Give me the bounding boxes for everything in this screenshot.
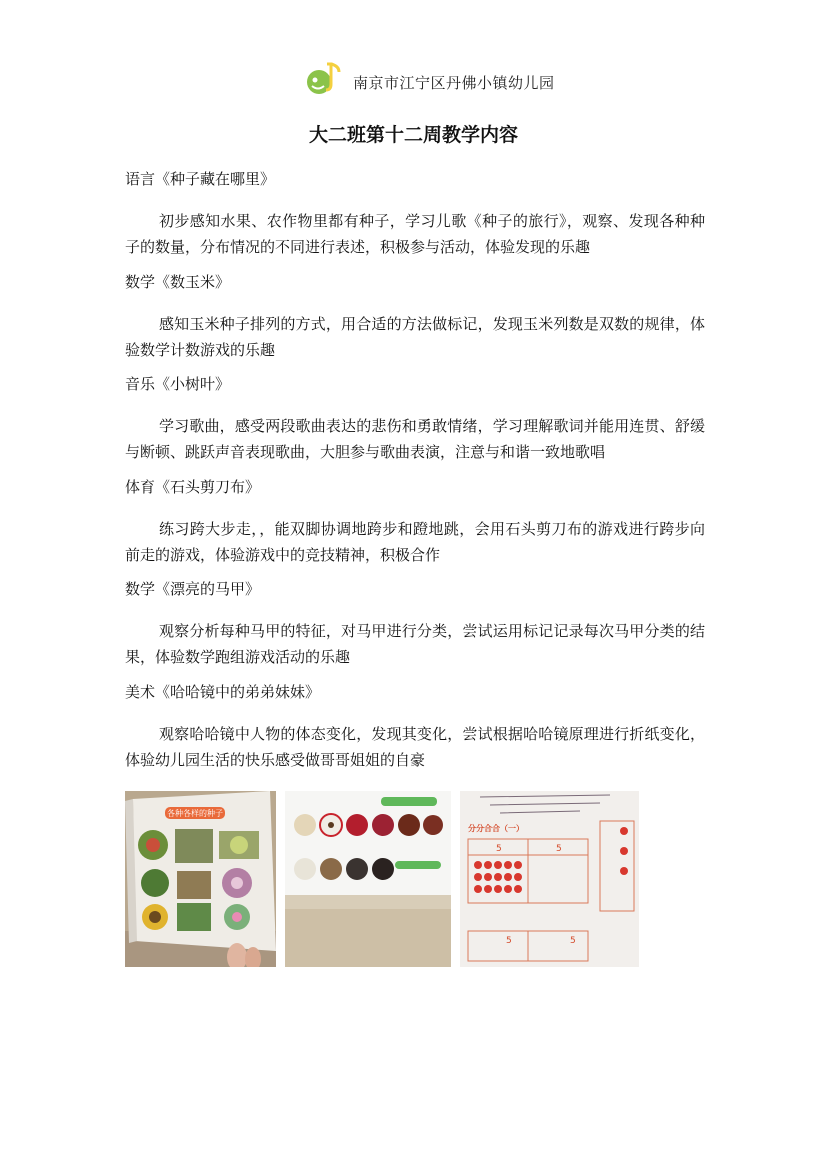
worksheet-number: 5 xyxy=(556,844,562,854)
section-content: 学习歌曲，感受两段歌曲表达的悲伤和勇敢情绪，学习理解歌词并能用连贯、舒缓与断顿、跳跃声音表现歌曲，大胆参与歌曲表演，注意与和谐一致地歌唱 xyxy=(125,417,705,461)
kindergarten-logo-icon xyxy=(305,60,345,96)
seeds-chart-photo xyxy=(285,791,451,967)
section-content: 观察分析每种马甲的特征，对马甲进行分类，尝试运用标记记录每次马甲分类的结果，体验数学跑组游戏活动的乐趣 xyxy=(125,622,705,666)
section-heading: 语言《种子藏在哪里》 xyxy=(125,170,276,188)
section-art xyxy=(125,681,705,773)
math-worksheet-photo xyxy=(460,791,639,967)
section-music xyxy=(125,373,705,465)
seed-book-photo xyxy=(125,791,276,967)
worksheet-number: 5 xyxy=(570,936,576,946)
section-content: 初步感知水果、农作物里都有种子，学习儿歌《种子的旅行》，观察、发现各种种子的数量，分布情况的不同进行表述，积极参与活动，体验发现的乐趣 xyxy=(125,212,705,256)
section-heading: 音乐《小树叶》 xyxy=(125,375,231,393)
section-pe xyxy=(125,476,705,568)
section-content: 练习跨大步走，，能双脚协调地跨步和蹬地跳，会用石头剪刀布的游戏进行跨步向前走的游戏，体验游戏中的竞技精神，积极合作 xyxy=(125,520,705,564)
photo-strip xyxy=(125,791,639,967)
section-heading: 体育《石头剪刀布》 xyxy=(125,478,261,496)
book-title-text: 各种各样的种子 xyxy=(167,809,223,818)
school-name: 南京市江宁区丹佛小镇幼儿园 xyxy=(353,73,555,92)
section-math-corn xyxy=(125,271,705,363)
section-heading: 数学《数玉米》 xyxy=(125,273,231,291)
page-header xyxy=(305,60,555,96)
section-content: 感知玉米种子排列的方式，用合适的方法做标记，发现玉米列数是双数的规律，体验数学计数游戏的乐趣 xyxy=(125,315,705,359)
worksheet-number: 5 xyxy=(506,936,512,946)
page-title: 大二班第十二周教学内容 xyxy=(308,124,518,146)
section-content: 观察哈哈镜中人物的体态变化，发现其变化，尝试根据哈哈镜原理进行折纸变化，体验幼儿园生活的快乐感受做哥哥姐姐的自豪 xyxy=(125,725,705,769)
section-math-vest xyxy=(125,578,705,670)
worksheet-title-text: 分分合合（一） xyxy=(468,824,524,833)
section-heading: 数学《漂亮的马甲》 xyxy=(125,580,261,598)
section-heading: 美术《哈哈镜中的弟弟妹妹》 xyxy=(125,683,321,701)
worksheet-number: 5 xyxy=(496,844,502,854)
section-language xyxy=(125,168,705,260)
